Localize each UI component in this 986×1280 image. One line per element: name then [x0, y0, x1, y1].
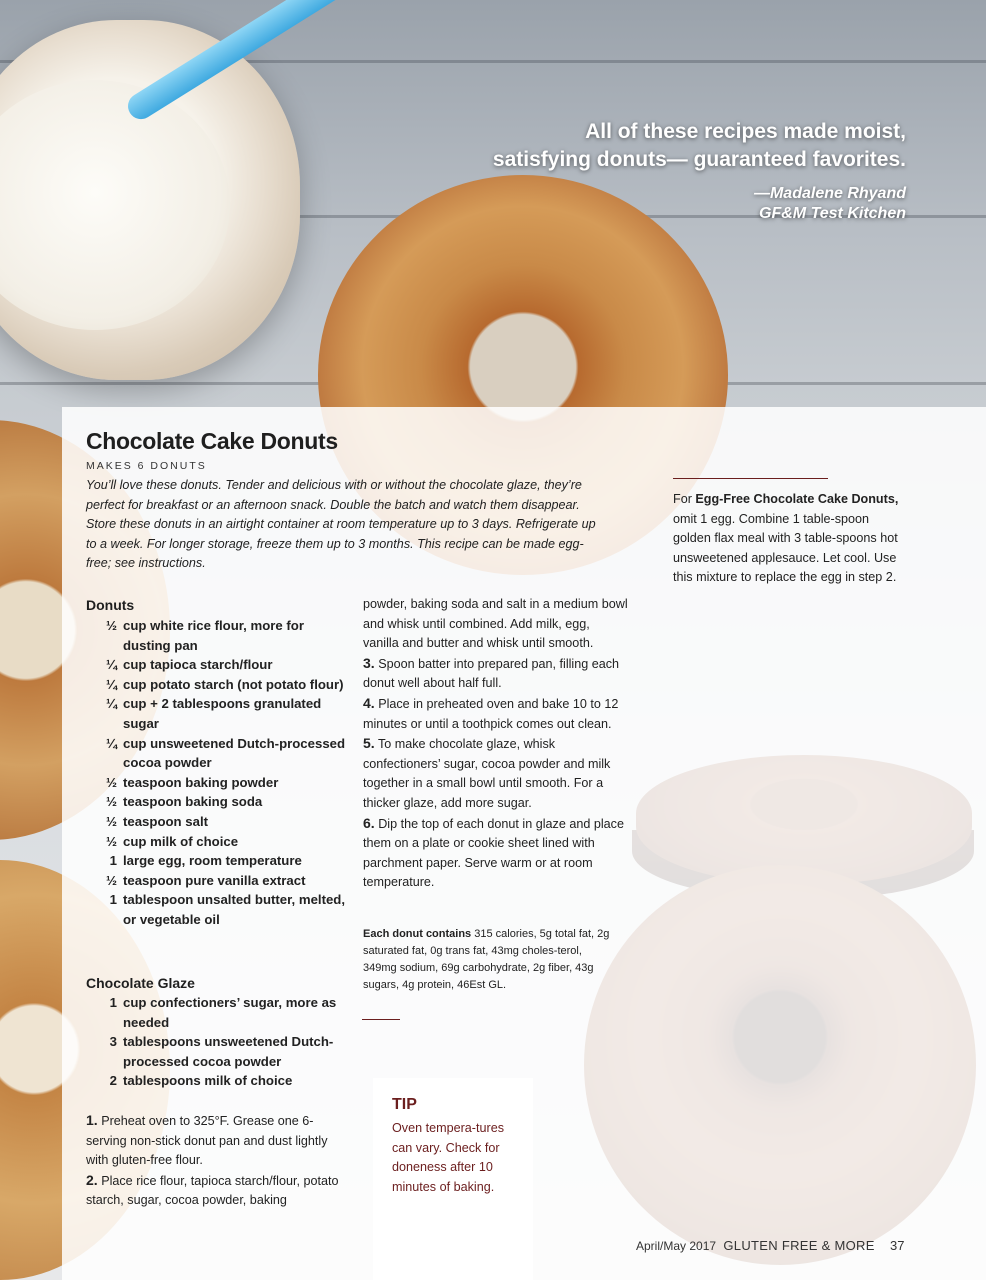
- pull-quote: [486, 118, 906, 224]
- ingredient-text: cup + 2 tablespoons granulated sugar: [123, 696, 322, 731]
- sidebar-rule: [673, 478, 828, 479]
- ingredient-item: [86, 890, 346, 929]
- pull-quote-text: All of these recipes made moist, satisfying donuts— guaranteed favorites.: [492, 120, 906, 171]
- recipe-title: Chocolate Cake Donuts: [86, 428, 338, 454]
- ingredient-quantity: ½: [106, 872, 117, 888]
- ingredient-text: teaspoon baking powder: [123, 774, 279, 790]
- donuts-heading: Donuts: [86, 597, 135, 613]
- ingredient-text: cup tapioca starch/flour: [123, 657, 273, 673]
- step-number: 3.: [363, 654, 375, 671]
- pull-quote-org: GF&M Test Kitchen: [759, 205, 906, 222]
- ingredient-text: tablespoons unsweetened Dutch-processed cocoa powder: [123, 1034, 334, 1069]
- tip-heading: TIP: [392, 1096, 417, 1113]
- ingredient-quantity: ¼: [106, 696, 117, 712]
- step-number: 5.: [363, 735, 375, 752]
- ingredient-item: [86, 871, 346, 891]
- ingredient-item: [86, 1071, 346, 1091]
- recipe-yield: MAKES 6 DONUTS: [86, 460, 207, 472]
- step-item: [363, 734, 628, 813]
- milk-jar-image: [0, 20, 300, 380]
- ingredient-item: [86, 993, 346, 1032]
- issue-date: April/May 2017: [636, 1239, 717, 1253]
- ingredient-item: [86, 1032, 346, 1071]
- nutrition-label: Each donut contains: [363, 928, 472, 940]
- steps-column-2: [363, 595, 628, 893]
- ingredient-item: [86, 675, 346, 695]
- page-number: 37: [890, 1238, 905, 1253]
- ingredient-text: tablespoon unsalted butter, melted, or vegetable oil: [123, 892, 346, 927]
- donuts-ingredient-list: [86, 616, 346, 930]
- ingredient-item: [86, 694, 346, 733]
- step-item: [363, 595, 628, 654]
- ingredient-quantity: ¼: [106, 735, 117, 751]
- ingredient-text: cup potato starch (not potato flour): [123, 676, 344, 692]
- step-item: [86, 1171, 348, 1211]
- ingredient-quantity: ½: [106, 833, 117, 849]
- ingredient-text: cup confectioners’ sugar, more as needed: [123, 995, 337, 1030]
- ingredient-quantity: ½: [106, 794, 117, 810]
- nutrition-info: [363, 926, 613, 994]
- step-text: To make chocolate glaze, whisk confectioners’ sugar, cocoa powder and milk together in a small bowl until smooth. For a thicker glaze, add more sugar.: [363, 737, 611, 810]
- tip-text: Oven tempera-tures can vary. Check for doneness after 10 minutes of baking.: [392, 1121, 504, 1194]
- ingredient-item: [86, 792, 346, 812]
- sidebar-lead: For: [673, 492, 692, 506]
- ingredient-text: large egg, room temperature: [123, 853, 302, 869]
- ingredient-quantity: 3: [109, 1034, 117, 1050]
- glaze-ingredient-list: [86, 993, 346, 1091]
- pull-quote-author: —Madalene Rhyand: [753, 185, 906, 202]
- step-item: [363, 814, 628, 893]
- step-text: powder, baking soda and salt in a medium bowl and whisk until combined. Add milk, egg, vanilla and butter and whisk until smooth.: [363, 597, 628, 651]
- step-text: Place rice flour, tapioca starch/flour, potato starch, sugar, cocoa powder, baking: [86, 1173, 339, 1208]
- step-text: Preheat oven to 325°F. Grease one 6-serving non-stick donut pan and dust lightly with gluten-free flour.: [86, 1114, 328, 1168]
- step-number: 4.: [363, 694, 375, 711]
- step-text: Dip the top of each donut in glaze and place them on a plate or cookie sheet lined with parchment paper. Serve warm or at room temperature.: [363, 816, 624, 890]
- ingredient-text: cup unsweetened Dutch-processed cocoa powder: [123, 735, 346, 771]
- step-number: 1.: [86, 1112, 98, 1128]
- step-text: Spoon batter into prepared pan, filling each donut well about half full.: [363, 656, 620, 691]
- ingredient-quantity: 1: [109, 892, 117, 908]
- step-item: [86, 1111, 348, 1171]
- ingredient-text: cup milk of choice: [123, 833, 239, 849]
- ingredient-item: [86, 851, 346, 871]
- ingredient-text: tablespoons milk of choice: [123, 1073, 293, 1089]
- step-number: 2.: [86, 1171, 98, 1188]
- ingredient-text: cup white rice flour, more for dusting pan: [123, 618, 304, 653]
- divider-rule: [362, 1019, 400, 1020]
- recipe-intro: You’ll love these donuts. Tender and delicious with or without the chocolate glaze, they’re perfect for breakfast or an afternoon snack. Double the batch and watch them disappear. Store these donuts in an airtight container at room temperature up to 3 days. Refrigerate up to a week. For longer storage, freeze them up to 3 months. This recipe can be made egg-free; see instructions.: [86, 478, 596, 571]
- step-text: Place in preheated oven and bake 10 to 12 minutes or until a toothpick comes out clean.: [363, 696, 619, 731]
- page-footer: [636, 1238, 905, 1253]
- ingredient-quantity: ½: [106, 813, 117, 829]
- ingredient-item: [86, 832, 346, 852]
- step-item: [363, 694, 628, 734]
- egg-free-sidebar: [673, 490, 903, 588]
- milk-surface-image: [0, 80, 230, 330]
- sidebar-bold: Egg-Free Chocolate Cake Donuts,: [695, 492, 899, 506]
- step-item: [363, 654, 628, 694]
- ingredient-quantity: ¼: [106, 657, 117, 673]
- step-number: 6.: [363, 814, 375, 831]
- ingredient-text: teaspoon salt: [123, 813, 209, 829]
- nutrition-text: 315 calories, 5g total fat, 2g saturated fat, 0g trans fat, 43mg choles-terol, 349mg sodium, 69g carbohydrate, 2g fiber, 43g sugars, 4g protein, 46Est GL.: [363, 928, 610, 991]
- sidebar-text: omit 1 egg. Combine 1 table-spoon golden flax meal with 3 table-spoons hot unsweetened applesauce. Let cool. Use this mixture to replace the egg in step 2.: [673, 511, 898, 585]
- ingredient-quantity: 1: [109, 995, 117, 1010]
- ingredient-quantity: ½: [106, 774, 117, 790]
- ingredient-item: [86, 734, 346, 773]
- steps-column-1: [86, 1111, 348, 1211]
- ingredient-quantity: 1: [109, 853, 117, 869]
- ingredient-quantity: 2: [109, 1073, 117, 1089]
- ingredient-text: teaspoon baking soda: [123, 794, 263, 810]
- ingredient-item: [86, 773, 346, 793]
- ingredient-item: [86, 616, 346, 655]
- ingredient-text: teaspoon pure vanilla extract: [123, 872, 306, 888]
- glaze-heading: Chocolate Glaze: [86, 975, 195, 991]
- magazine-name: GLUTEN FREE & MORE: [723, 1238, 875, 1253]
- ingredient-quantity: ½: [106, 618, 117, 633]
- ingredient-item: [86, 655, 346, 675]
- ingredient-quantity: ¼: [106, 676, 117, 692]
- ingredient-item: [86, 812, 346, 832]
